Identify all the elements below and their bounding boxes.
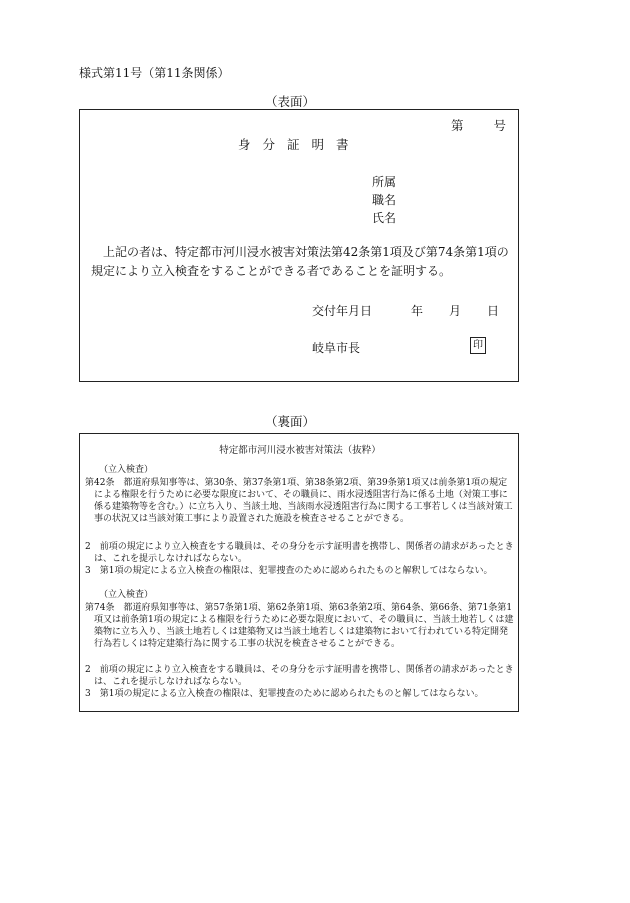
front-side-label: （表面） bbox=[264, 94, 315, 109]
month-label: 月 bbox=[449, 304, 462, 318]
certificate-number bbox=[451, 116, 506, 134]
id-card-back bbox=[79, 433, 519, 712]
law-clause: 第74条 都道府県知事等は、第57条第1項、第62条第1項、第63条第2項、第64条、第66条、第71条第1項又は前条第1項の規定による権限を行うために必要な限度において、その職員に、当該土地若しくは建築物に立ち入り、当該土地若しくは建築物又は当該土地若しくは建築物において行われている特定開発行為若しくは特定建築行為に関する工事の状況を検査させることができる。 bbox=[85, 603, 514, 649]
law-excerpt-title: 特定都市河川浸水被害対策法（抜粋） bbox=[219, 445, 381, 456]
law-clause: 3 第1項の規定による立入検査の権限は、犯罪捜査のために認められたものと解釈してはならない。 bbox=[85, 566, 493, 576]
form-number: 様式第11号（第11条関係） bbox=[79, 66, 230, 80]
number-label: 第 bbox=[451, 118, 464, 133]
law-clause: 3 第1項の規定による立入検査の権限は、犯罪捜査のために認められたものと解してはならない。 bbox=[85, 689, 484, 699]
certification-text bbox=[91, 243, 511, 281]
back-side-label: （裏面） bbox=[264, 414, 315, 429]
certification-body: 上記の者は、特定都市河川浸水被害対策法第42条第1項及び第74条第1項の規定により立入検査をすることができる者であることを証明する。 bbox=[91, 245, 509, 278]
law-clause: 2 前項の規定により立入検査をする職員は、その身分を示す証明書を携帯し、関係者の請求があったときは、これを提示しなければならない。 bbox=[85, 665, 514, 687]
issue-date-label: 交付年月日 bbox=[312, 304, 373, 318]
day-label: 日 bbox=[487, 304, 500, 318]
law-clause: 2 前項の規定により立入検査をする職員は、その身分を示す証明書を携帯し、関係者の請求があったときは、これを提示しなければならない。 bbox=[85, 542, 514, 564]
certificate-title: 身分証明書 bbox=[238, 137, 361, 152]
affiliation-label: 所属 bbox=[372, 175, 397, 189]
year-label: 年 bbox=[411, 304, 424, 318]
seal-mark: 印 bbox=[470, 337, 486, 354]
section-caption: （立入検査） bbox=[99, 590, 154, 600]
law-clause: 第42条 都道府県知事等は、第30条、第37条第1項、第38条第2項、第39条第1項又は前条第1項の規定による権限を行うために必要な限度において、その職員に、雨水浸透阻害行為に係る土地（対策工事に係る建築物等を含む。）に立ち入り、当該土地、当該雨水浸透阻害行為に関する工事若しくは当該対策工事の状況又は当該対策工事により設置された施設を検査させることができる。 bbox=[85, 478, 513, 524]
section-caption: （立入検査） bbox=[99, 465, 154, 475]
issuer-name: 岐阜市長 bbox=[312, 341, 361, 355]
job-title-label: 職名 bbox=[372, 193, 397, 207]
number-suffix: 号 bbox=[493, 118, 507, 133]
issue-date bbox=[312, 302, 499, 319]
id-card-front bbox=[79, 109, 519, 382]
name-label: 氏名 bbox=[372, 211, 397, 225]
